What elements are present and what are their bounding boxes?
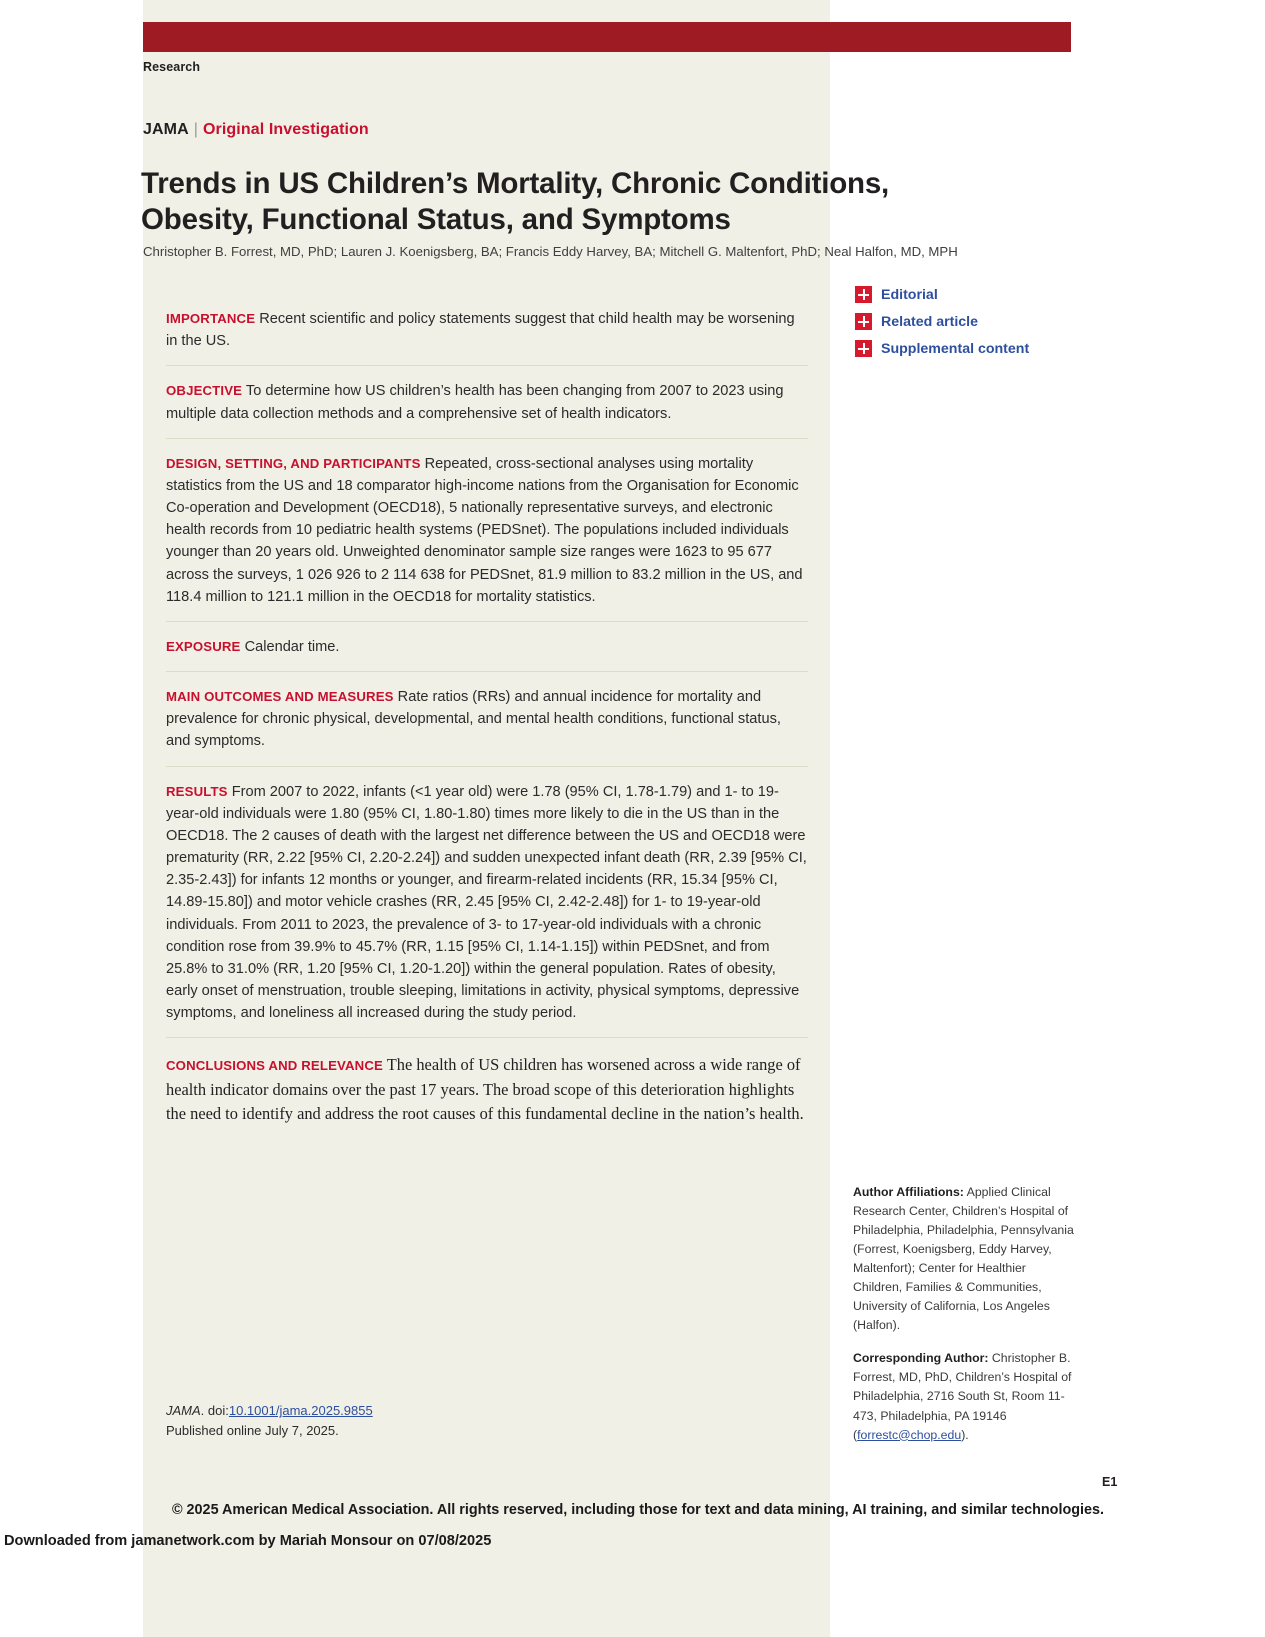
published-date: Published online July 7, 2025. [166, 1422, 339, 1438]
related-links-rail [855, 286, 1085, 367]
rail-link-supplemental-content[interactable] [855, 340, 1085, 357]
rail-link-editorial[interactable] [855, 286, 1085, 303]
corresponding-author-email-link[interactable]: forrestc@chop.edu [857, 1427, 962, 1442]
rail-link-label: Related article [881, 313, 978, 330]
abstract-label: EXPOSURE [166, 638, 241, 654]
abstract-text: Repeated, cross-sectional analyses using mortality statistics from the US and 18 comparator high-income nations from the Organisation for Economic Co-operation and Development (OECD18), 5 nationally representative surveys, and electronic health records from 10 pediatric health systems (PEDSnet). The populations included individuals younger than 20 years old. Unweighted denominator sample size ranges were 1623 to 95 677 across the surveys, 1 026 926 to 2 114 638 for PEDSnet, 81.9 million to 83.2 million in the US, and 118.4 million to 121.1 million in the OECD18 for mortality statistics. [166, 455, 803, 605]
article-kicker [143, 121, 369, 139]
citation-block [166, 1401, 373, 1440]
citation-doi-prefix: . doi: [200, 1403, 229, 1418]
corresponding-author-text-end: ). [961, 1427, 969, 1442]
abstract-label: RESULTS [166, 783, 228, 799]
rail-link-label: Editorial [881, 286, 938, 303]
abstract-section-importance [166, 284, 808, 366]
abstract-label: CONCLUSIONS AND RELEVANCE [166, 1058, 383, 1074]
doi-line [166, 1401, 373, 1421]
abstract-text: The health of US children has worsened across a wide range of health indicator domains over the past 17 years. The broad scope of this deterioration highlights the need to identify and address the root causes of this fundamental decline in the nation’s health. [166, 1055, 804, 1124]
abstract-label: MAIN OUTCOMES AND MEASURES [166, 689, 394, 705]
author-affiliations-block [853, 1183, 1075, 1335]
author-affiliations-text: Applied Clinical Research Center, Children’s Hospital of Philadelphia, Philadelphia, Pennsylvania (Forrest, Koenigsberg, Eddy Harvey, Maltenfort); Center for Healthier Children, Families & Communities, University of California, Los Angeles (Halfon). [853, 1185, 1074, 1333]
abstract-text: Rate ratios (RRs) and annual incidence for mortality and prevalence for chronic physical, developmental, and mental health conditions, functional status, and symptoms. [166, 689, 781, 750]
kicker-separator: | [193, 121, 199, 138]
corresponding-author-block [853, 1349, 1075, 1444]
abstract-section-exposure [166, 622, 808, 672]
abstract-section-outcomes [166, 672, 808, 767]
author-byline: Christopher B. Forrest, MD, PhD; Lauren J. Koenigsberg, BA; Francis Eddy Harvey, BA; Mitchell G. Maltenfort, PhD; Neal Halfon, MD, MPH [143, 244, 958, 259]
plus-square-icon [855, 313, 872, 330]
masthead-red-bar [143, 22, 1071, 52]
rail-link-related-article[interactable] [855, 313, 1085, 330]
rail-link-label: Supplemental content [881, 340, 1030, 357]
journal-name: JAMA [143, 121, 189, 138]
abstract-section-objective [166, 366, 808, 438]
plus-square-icon [855, 340, 872, 357]
abstract-section-conclusions [166, 1038, 808, 1139]
running-head: Research [143, 60, 201, 74]
abstract-label: DESIGN, SETTING, AND PARTICIPANTS [166, 455, 421, 471]
plus-square-icon [855, 286, 872, 303]
abstract-text: From 2007 to 2022, infants (<1 year old) were 1.78 (95% CI, 1.78-1.79) and 1- to 19-year-old individuals were 1.80 (95% CI, 1.80-1.80) times more likely to die in the US than in the OECD18. The 2 causes of death with the largest net difference between the US and OECD18 were prematurity (RR, 2.22 [95% CI, 2.20-2.24]) and sudden unexpected infant death (RR, 2.39 [95% CI, 2.35-2.43]) for infants 12 months or younger, and firearm-related incidents (RR, 15.34 [95% CI, 14.89-15.80]) and motor vehicle crashes (RR, 2.45 [95% CI, 2.42-2.48]) for 1- to 19-year-old individuals. From 2011 to 2023, the prevalence of 3- to 17-year-old individuals with a chronic condition rose from 39.9% to 45.7% (RR, 1.15 [95% CI, 1.14-1.15]) within PEDSnet, and from 25.8% to 31.0% (RR, 1.20 [95% CI, 1.20-1.20]) within the general population. Rates of obesity, early onset of menstruation, trouble sleeping, limitations in activity, physical symptoms, depressive symptoms, and loneliness all increased during the study period. [166, 783, 807, 1022]
citation-journal: JAMA [166, 1403, 201, 1418]
abstract-section-design [166, 439, 808, 622]
abstract-label: IMPORTANCE [166, 311, 256, 326]
corresponding-author-label: Corresponding Author: [853, 1351, 989, 1366]
copyright-notice: © 2025 American Medical Association. All rights reserved, including those for text and data mining, AI training, and similar technologies. [171, 1502, 1105, 1518]
corresponding-author-text: Christopher B. Forrest, MD, PhD, Children’s Hospital of Philadelphia, 2716 South St, Room 11-473, Philadelphia, PA 19146 ( [853, 1351, 1072, 1442]
doi-link[interactable]: 10.1001/jama.2025.9855 [228, 1403, 373, 1418]
author-notes-rail [853, 1183, 1075, 1459]
abstract-text: Recent scientific and policy statements suggest that child health may be worsening in the US. [166, 311, 795, 350]
abstract-text: Calendar time. [244, 638, 340, 655]
page-title: Trends in US Children’s Mortality, Chronic Conditions, Obesity, Functional Status, and Symptoms [141, 166, 890, 236]
abstract-box [166, 284, 808, 1139]
abstract-section-results [166, 767, 808, 1039]
page-number-marker: E1 [1102, 1475, 1118, 1489]
download-watermark: Downloaded from jamanetwork.com by Mariah Monsour on 07/08/2025 [4, 1533, 492, 1549]
author-affiliations-label: Author Affiliations: [853, 1185, 964, 1199]
abstract-label: OBJECTIVE [166, 383, 243, 399]
article-type-label[interactable]: Original Investigation [203, 121, 369, 138]
abstract-text: To determine how US children’s health has been changing from 2007 to 2023 using multiple data collection methods and a comprehensive set of health indicators. [166, 383, 784, 422]
